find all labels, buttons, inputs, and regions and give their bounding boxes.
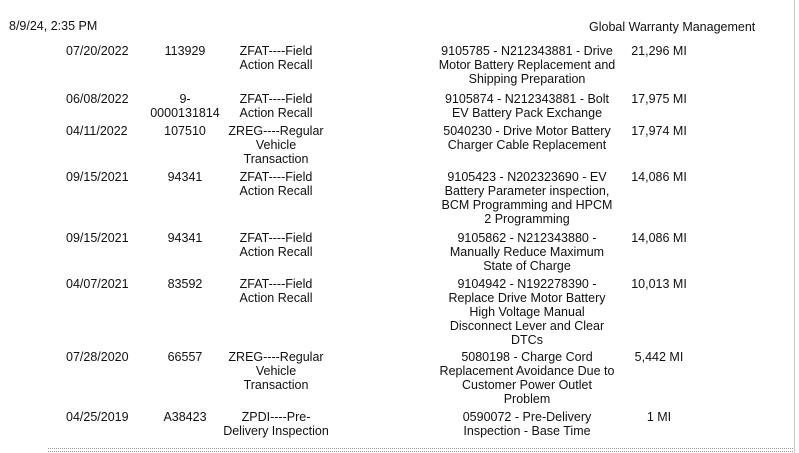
claim-type: ZFAT----Field Action Recall xyxy=(239,231,313,259)
claim-date: 09/15/2021 xyxy=(66,170,129,184)
claim-date: 04/25/2019 xyxy=(66,410,129,424)
claim-date: 04/07/2021 xyxy=(66,277,129,291)
odometer-miles: 5,442 MI xyxy=(634,350,684,364)
odometer-miles: 17,974 MI xyxy=(631,124,687,138)
claim-number: 94341 xyxy=(167,231,203,245)
odometer-miles: 21,296 MI xyxy=(631,44,687,58)
claim-number: 83592 xyxy=(167,277,203,291)
odometer-miles: 1 MI xyxy=(646,410,672,424)
claim-type: ZPDI----Pre- Delivery Inspection xyxy=(223,410,329,438)
claim-number: A38423 xyxy=(163,410,207,424)
labor-description: 5040230 - Drive Motor Battery Charger Cable Replacement xyxy=(443,124,611,152)
claim-number: 94341 xyxy=(167,170,203,184)
claim-type: ZREG----Regular Vehicle Transaction xyxy=(228,350,324,392)
claim-date: 07/28/2020 xyxy=(66,350,129,364)
claim-number: 9- 0000131814 xyxy=(150,92,220,120)
labor-description: 5080198 - Charge Cord Replacement Avoidance Due to Customer Power Outlet Problem xyxy=(439,350,615,406)
print-timestamp: 8/9/24, 2:35 PM xyxy=(9,19,98,33)
page-edge xyxy=(794,0,795,453)
claim-type: ZFAT----Field Action Recall xyxy=(239,44,313,72)
page-bottom-edge xyxy=(48,448,793,452)
labor-description: 9105862 - N212343880 - Manually Reduce Maximum State of Charge xyxy=(449,231,605,273)
claim-date: 07/20/2022 xyxy=(66,44,129,58)
claim-date: 09/15/2021 xyxy=(66,231,129,245)
claim-type: ZREG----Regular Vehicle Transaction xyxy=(228,124,324,166)
labor-description: 9105874 - N212343881 - Bolt EV Battery Pack Exchange xyxy=(444,92,609,120)
odometer-miles: 10,013 MI xyxy=(631,277,687,291)
claim-date: 06/08/2022 xyxy=(66,92,129,106)
labor-description: 9104942 - N192278390 - Replace Drive Motor Battery High Voltage Manual Disconnect Lever and Clear DTCs xyxy=(448,277,606,347)
report-title: Global Warranty Management xyxy=(589,20,756,34)
claim-type: ZFAT----Field Action Recall xyxy=(239,277,313,305)
odometer-miles: 14,086 MI xyxy=(631,170,687,184)
claim-type: ZFAT----Field Action Recall xyxy=(239,92,313,120)
labor-description: 9105423 - N202323690 - EV Battery Parameter inspection, BCM Programming and HPCM 2 Programming xyxy=(441,170,613,226)
odometer-miles: 14,086 MI xyxy=(631,231,687,245)
odometer-miles: 17,975 MI xyxy=(631,92,687,106)
claim-number: 66557 xyxy=(167,350,203,364)
labor-description: 0590072 - Pre-Delivery Inspection - Base Time xyxy=(462,410,592,438)
claim-number: 107510 xyxy=(164,124,206,138)
claim-number: 113929 xyxy=(164,44,206,58)
claim-type: ZFAT----Field Action Recall xyxy=(239,170,313,198)
claim-date: 04/11/2022 xyxy=(66,124,128,138)
labor-description: 9105785 - N212343881 - Drive Motor Battery Replacement and Shipping Preparation xyxy=(438,44,616,86)
